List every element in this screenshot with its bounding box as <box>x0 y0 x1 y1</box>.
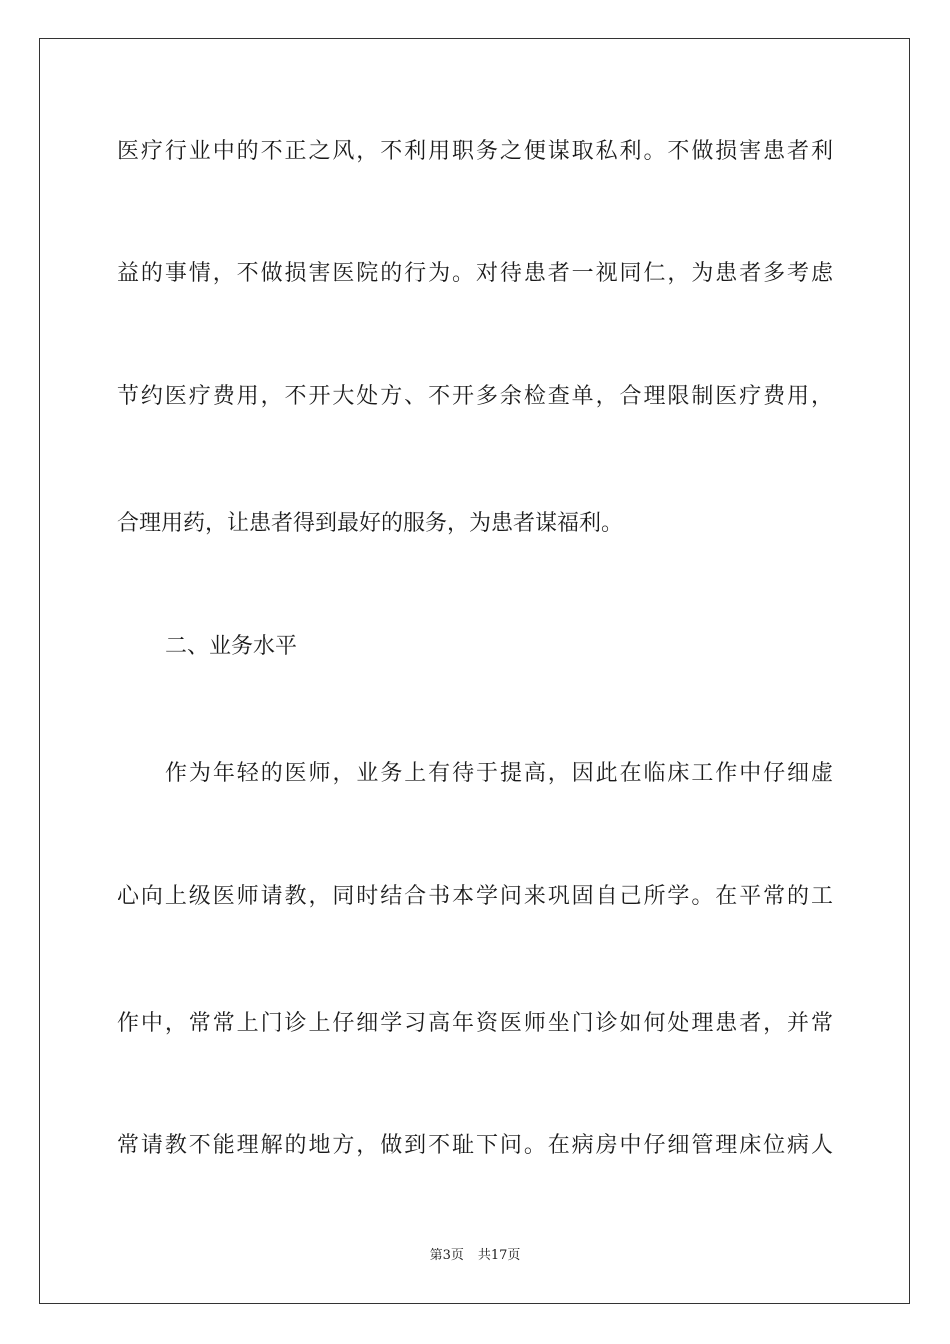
page-footer <box>0 1247 950 1265</box>
paragraph-line-7: 作中，常常上门诊上仔细学习高年资医师坐门诊如何处理患者，并常 <box>117 1011 833 1036</box>
paragraph-line-1: 医疗行业中的不正之风，不利用职务之便谋取私利。不做损害患者利 <box>117 139 833 164</box>
section-heading: 二、业务水平 <box>165 634 298 659</box>
paragraph-line-2: 益的事情，不做损害医院的行为。对待患者一视同仁，为患者多考虑 <box>117 261 833 286</box>
paragraph-line-4: 合理用药，让患者得到最好的服务，为患者谋福利。 <box>117 511 624 536</box>
paragraph-line-6: 心向上级医师请教，同时结合书本学问来巩固自己所学。在平常的工 <box>117 884 833 909</box>
paragraph-line-8: 常请教不能理解的地方，做到不耻下问。在病房中仔细管理床位病人 <box>117 1133 833 1158</box>
page-total: 共17页 <box>477 1248 521 1263</box>
paragraph-line-5: 作为年轻的医师，业务上有待于提高，因此在临床工作中仔细虚 <box>165 761 833 786</box>
page-number: 第3页 <box>429 1248 464 1263</box>
paragraph-line-3: 节约医疗费用，不开大处方、不开多余检查单，合理限制医疗费用， <box>117 384 833 409</box>
page-border <box>39 38 910 1304</box>
